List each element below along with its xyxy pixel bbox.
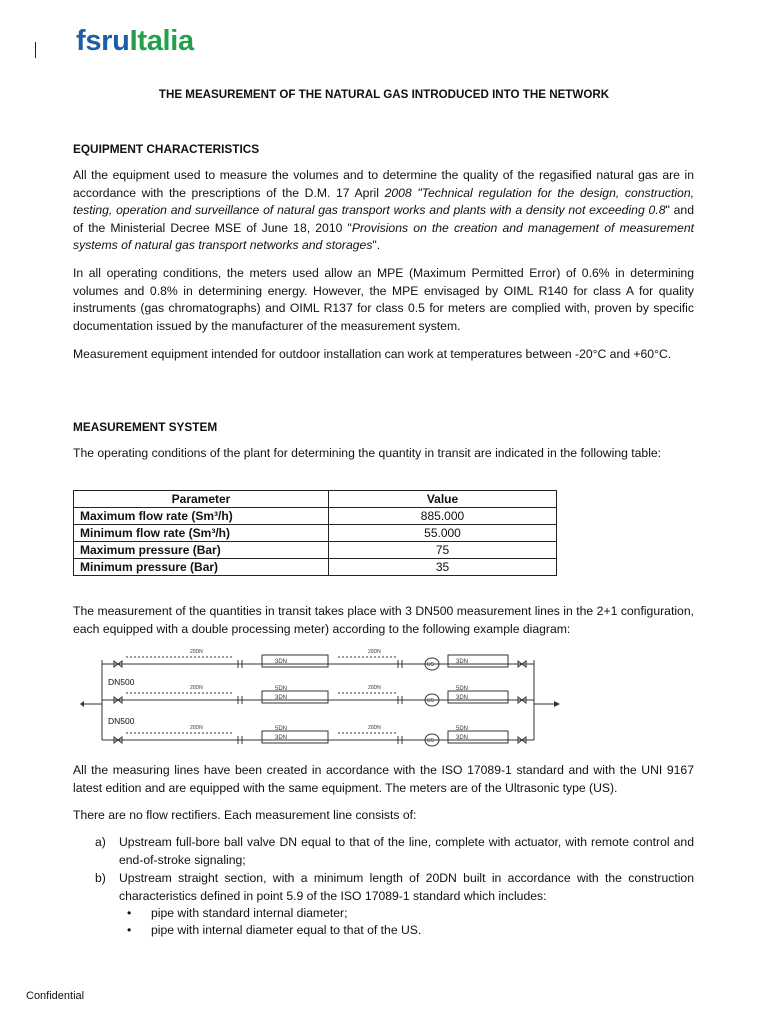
length-label: 3DN (456, 695, 469, 701)
table-row (74, 508, 557, 525)
table-cell: Maximum flow rate (Sm³/h) (74, 508, 329, 525)
length-label: 20DN (368, 685, 381, 691)
table-cell: Minimum pressure (Bar) (74, 559, 329, 576)
length-label: 20DN (190, 649, 203, 655)
table-row (74, 559, 557, 576)
paragraph-operating-conditions: The operating conditions of the plant for determining the quantity in transit are indicated in the following table: (73, 446, 662, 460)
table-header-row (74, 491, 557, 508)
table-cell: 55.000 (329, 525, 557, 542)
paragraph-temperature: Measurement equipment intended for outdoor installation can work at temperatures between -20°C and +60°C. (73, 347, 672, 361)
length-label: 5DN (456, 686, 469, 692)
length-label: 20DN (190, 685, 203, 691)
document-title: THE MEASUREMENT OF THE NATURAL GAS INTRODUCED INTO THE NETWORK (158, 88, 610, 101)
length-label: 3DN (275, 735, 288, 741)
length-label: 3DN (275, 695, 288, 701)
length-label: 20DN (368, 725, 381, 731)
meter-label: US (427, 738, 434, 744)
table-cell: 35 (329, 559, 557, 576)
length-label: 5DN (456, 726, 469, 732)
paragraph-list-intro: There are no flow rectifiers. Each measurement line consists of: (73, 808, 417, 822)
length-label: 3DN (456, 735, 469, 741)
paragraph-equipment-standards: All the equipment used to measure the volumes and to determine the quality of the regasified natural gas are in accordance with the prescriptions of the D.M. 17 April 2008 "Technical regulation for the design, construction, testing, operation and surveillance of natural gas transport works and plants with a density not exceeding 0.8" and of the Ministerial Decree MSE of June 18, 2010 "Provisions on the creation and management of measurement systems of natural gas transport networks and storages". (73, 168, 694, 252)
length-label: 20DN (190, 725, 203, 731)
company-logo: fsruItalia (76, 25, 194, 57)
measurement-lines-diagram (78, 644, 560, 754)
length-label: 3DN (275, 659, 288, 665)
line-size-label: DN500 (108, 677, 135, 687)
length-label: 3DN (456, 659, 469, 665)
length-label: 5DN (275, 686, 288, 692)
measurement-line-1 (102, 649, 534, 670)
table-row (74, 525, 557, 542)
length-label: 5DN (275, 726, 288, 732)
measurement-line-2 (102, 685, 534, 706)
parameters-table (73, 490, 557, 576)
table-cell: 885.000 (329, 508, 557, 525)
measurement-line-3 (102, 725, 534, 746)
table-header-cell: Parameter (74, 491, 329, 508)
length-label: 20DN (368, 649, 381, 655)
meter-label: US (427, 698, 434, 704)
table-cell: Maximum pressure (Bar) (74, 542, 329, 559)
text-cursor (35, 42, 36, 58)
paragraph-iso-standards: All the measuring lines have been created in accordance with the ISO 17089-1 standard and with the UNI 9167 latest edition and are equipped with the same equipment. The meters are of the Ultrasonic type (US). (73, 763, 694, 795)
table-cell: Minimum flow rate (Sm³/h) (74, 525, 329, 542)
paragraph-measurement-lines: The measurement of the quantities in transit takes place with 3 DN500 measurement lines in the 2+1 configuration, each equipped with a double processing meter) according to the following example diagram: (73, 604, 694, 636)
section-heading-equipment: EQUIPMENT CHARACTERISTICS (73, 142, 260, 156)
section-heading-measurement: MEASUREMENT SYSTEM (73, 420, 218, 434)
footer-confidential: Confidential (26, 990, 85, 1002)
table-header-cell: Value (329, 491, 557, 508)
meter-label: US (427, 662, 434, 668)
table-cell: 75 (329, 542, 557, 559)
paragraph-mpe: In all operating conditions, the meters used allow an MPE (Maximum Permitted Error) of 0.6% in determining volumes and 0.8% in determining energy. However, the MPE envisaged by OIML R140 for class A for quality instruments (gas chromatographs) and OIML R137 for class 0.5 for meters are complied with, proven by specific documentation issued by the manufacturer of the measurement system. (73, 266, 694, 333)
line-size-label: DN500 (108, 716, 135, 726)
table-row (74, 542, 557, 559)
